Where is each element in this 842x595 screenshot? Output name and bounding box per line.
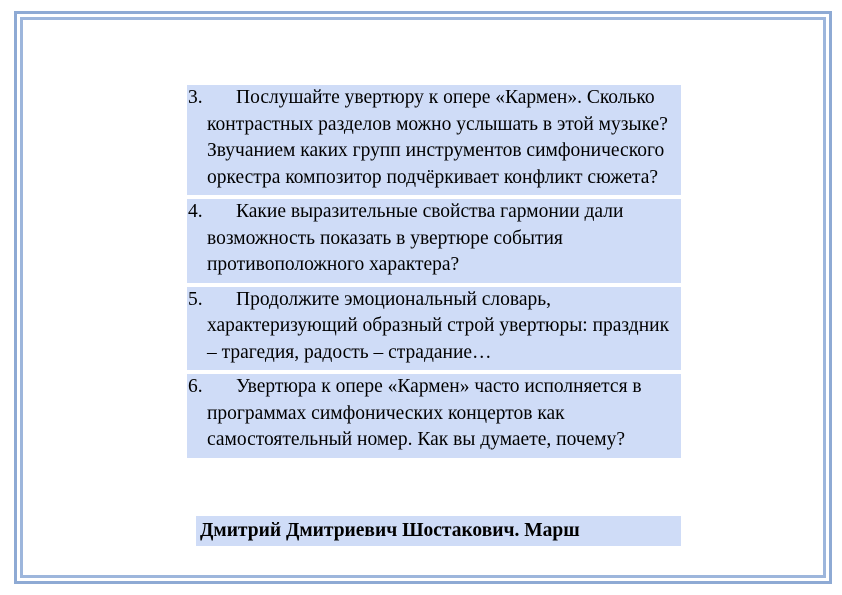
question-text: Послушайте увертюру к опере «Кармен». Сколько контрастных разделов можно услышать в этой музыке? Звучанием каких групп инструментов симфонического оркестра композитор подчёркивает конфликт сюжета? <box>207 87 668 188</box>
question-item <box>187 287 681 371</box>
question-number: 4. <box>188 201 203 222</box>
question-item <box>187 199 681 283</box>
question-number: 3. <box>188 87 203 108</box>
question-number: 6. <box>188 376 203 397</box>
question-item <box>187 374 681 458</box>
question-number: 5. <box>188 288 203 310</box>
question-list <box>187 85 681 462</box>
question-text: Продолжите эмоциональный словарь, характеризующий образный строй увертюры: праздник – трагедия, радость – страдание… <box>207 288 670 363</box>
section-title: Дмитрий Дмитриевич Шостакович. Марш <box>196 516 681 546</box>
question-text: Увертюра к опере «Кармен» часто исполняется в программах симфонических концертов как самостоятельный номер. Как вы думаете, почему? <box>207 376 642 450</box>
question-item <box>187 85 681 195</box>
question-text: Какие выразительные свойства гармонии дали возможность показать в увертюре события противоположного характера? <box>207 201 624 275</box>
